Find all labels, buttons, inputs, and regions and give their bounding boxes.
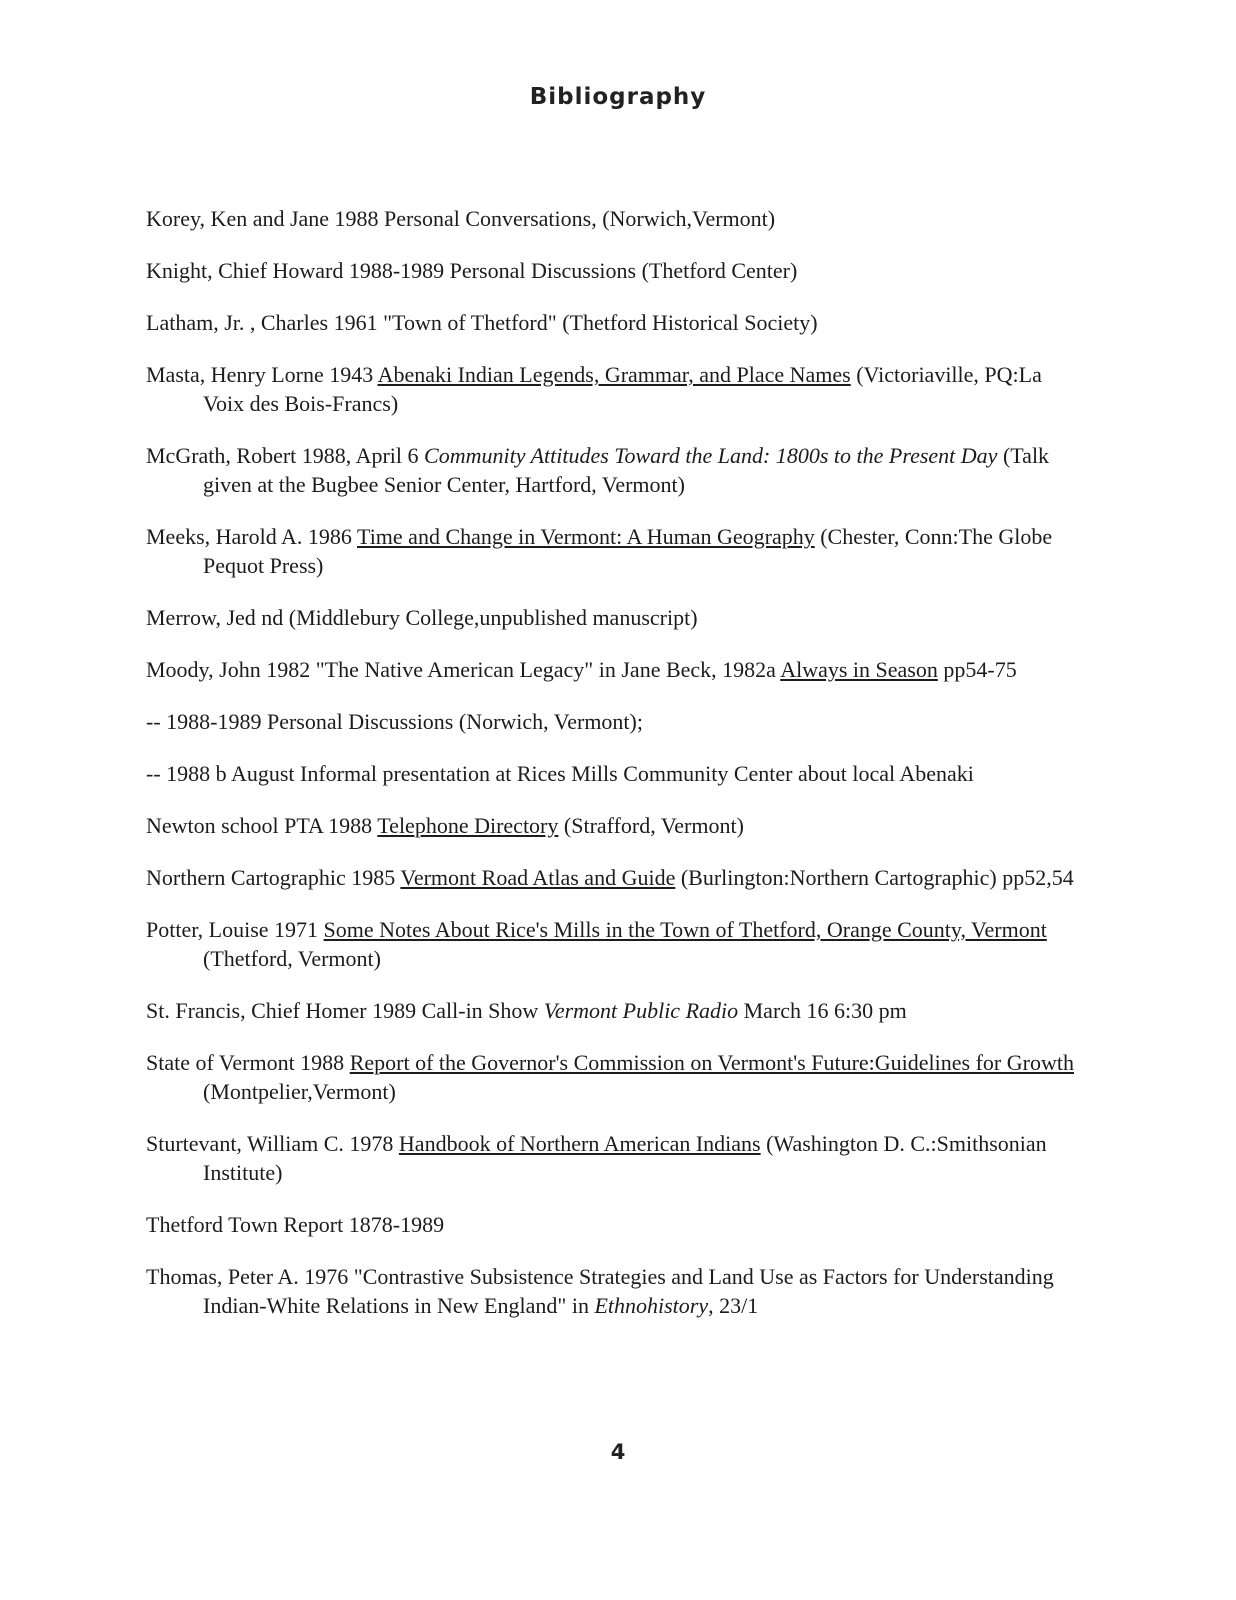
entry-text: St. Francis, Chief Homer 1989 Call-in Show xyxy=(146,998,544,1023)
entry-text: Knight, Chief Howard 1988-1989 Personal Discussions (Thetford Center) xyxy=(146,258,798,283)
entry-title-italic: Community Attitudes Toward the Land: 1800s to the Present Day xyxy=(424,443,998,468)
bibliography-entry xyxy=(146,1048,1076,1106)
bibliography-entry xyxy=(146,863,1076,892)
entry-text: Korey, Ken and Jane 1988 Personal Conversations, (Norwich,Vermont) xyxy=(146,206,776,231)
entry-text: , 23/1 xyxy=(708,1293,759,1318)
entry-text: (Victoriaville, PQ:La Voix des Bois-Francs) xyxy=(203,362,1042,416)
entry-text: Meeks, Harold A. 1986 xyxy=(146,524,358,549)
entry-title-underlined: Report of the Governor's Commission on Vermont's Future:Guidelines for Growth xyxy=(349,1050,1074,1075)
entry-text: Moody, John 1982 "The Native American Legacy" in Jane Beck, 1982a xyxy=(146,657,781,682)
entry-text: Masta, Henry Lorne 1943 xyxy=(146,362,378,387)
bibliography-entry xyxy=(146,360,1076,418)
entry-text: (Burlington:Northern Cartographic) pp52,54 xyxy=(675,865,1074,890)
entry-title-italic: Vermont Public Radio xyxy=(543,998,739,1023)
entry-text: (Washington D. C.:Smithsonian Institute) xyxy=(203,1131,1047,1185)
bibliography-entry xyxy=(146,915,1076,973)
entry-title-underlined: Some Notes About Rice's Mills in the Town of Thetford, Orange County, Vermont xyxy=(323,917,1047,942)
bibliography-entry xyxy=(146,1210,1076,1239)
bibliography-entry xyxy=(146,759,1076,788)
entry-text: pp54-75 xyxy=(937,657,1017,682)
entry-text: March 16 6:30 pm xyxy=(738,998,907,1023)
bibliography-entry xyxy=(146,1129,1076,1187)
entry-text: Latham, Jr. , Charles 1961 "Town of Thetford" (Thetford Historical Society) xyxy=(146,310,818,335)
entry-text: -- 1988-1989 Personal Discussions (Norwich, Vermont); xyxy=(146,709,643,734)
page-number: 4 xyxy=(610,1440,626,1464)
entry-text: Northern Cartographic 1985 xyxy=(146,865,401,890)
entry-text: McGrath, Robert 1988, April 6 xyxy=(146,443,425,468)
entry-title-underlined: Time and Change in Vermont: A Human Geography xyxy=(357,524,815,549)
bibliography-entry xyxy=(146,256,1076,285)
entry-title-underlined: Vermont Road Atlas and Guide xyxy=(400,865,676,890)
entry-text: (Chester, Conn:The Globe Pequot Press) xyxy=(203,524,1053,578)
entry-text: State of Vermont 1988 xyxy=(146,1050,350,1075)
entry-title-underlined: Handbook of Northern American Indians xyxy=(398,1131,761,1156)
entry-title-underlined: Abenaki Indian Legends, Grammar, and Place Names xyxy=(377,362,851,387)
entry-text: Newton school PTA 1988 xyxy=(146,813,378,838)
bibliography-entry xyxy=(146,1262,1076,1320)
bibliography-entry xyxy=(146,204,1076,233)
bibliography-entry xyxy=(146,603,1076,632)
entry-text: Merrow, Jed nd (Middlebury College,unpublished manuscript) xyxy=(146,605,698,630)
entry-title-underlined: Telephone Directory xyxy=(377,813,559,838)
bibliography-list xyxy=(146,204,1076,1343)
entry-text: -- 1988 b August Informal presentation at Rices Mills Community Center about local Abenaki xyxy=(146,761,974,786)
entry-text: Sturtevant, William C. 1978 xyxy=(146,1131,399,1156)
entry-title-underlined: Always in Season xyxy=(780,657,938,682)
bibliography-entry xyxy=(146,707,1076,736)
entry-text: (Thetford, Vermont) xyxy=(203,946,381,971)
entry-text: Thomas, Peter A. 1976 "Contrastive Subsistence Strategies and Land Use as Factors for Understanding Indian-White Relations in New England" in xyxy=(146,1264,1054,1318)
bibliography-entry xyxy=(146,441,1076,499)
entry-title-italic: Ethnohistory xyxy=(594,1293,709,1318)
bibliography-entry xyxy=(146,811,1076,840)
page-title: Bibliography xyxy=(529,84,707,110)
entry-text: Thetford Town Report 1878-1989 xyxy=(146,1212,445,1237)
entry-text: (Talk given at the Bugbee Senior Center, Hartford, Vermont) xyxy=(203,443,1050,497)
entry-text: (Strafford, Vermont) xyxy=(558,813,744,838)
entry-text: Potter, Louise 1971 xyxy=(146,917,324,942)
bibliography-entry xyxy=(146,308,1076,337)
entry-text: (Montpelier,Vermont) xyxy=(203,1079,396,1104)
bibliography-entry xyxy=(146,996,1076,1025)
bibliography-entry xyxy=(146,655,1076,684)
bibliography-entry xyxy=(146,522,1076,580)
